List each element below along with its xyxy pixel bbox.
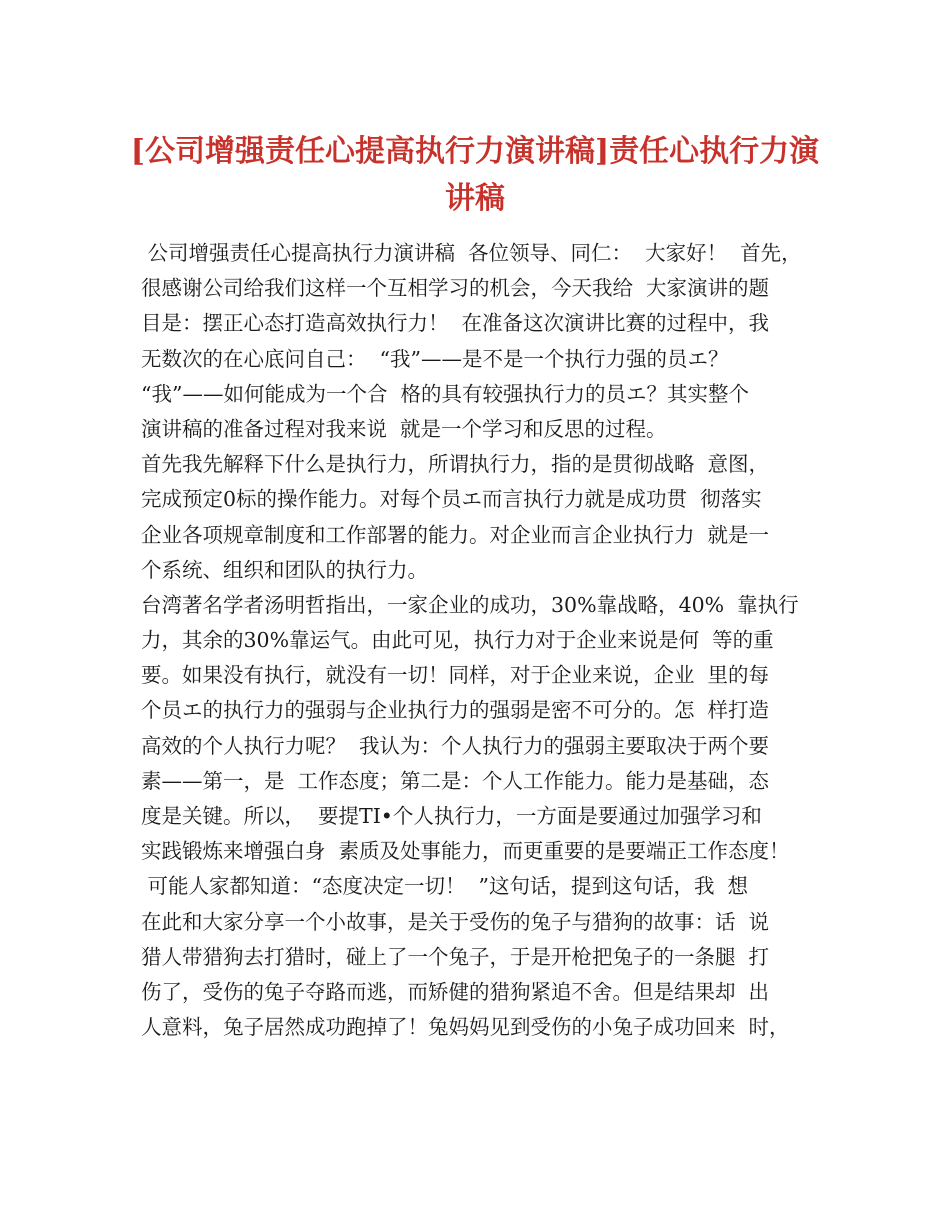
body-line: “我”——如何能成为一个合 格的具有较强执行力的员エ？其实整个 <box>141 381 749 406</box>
body-line: 首先我先解释下什么是执行力，所谓执行力，指的是贯彻战略 意图， <box>141 452 770 477</box>
document-body <box>141 236 841 1045</box>
body-line: 完成预定0标的操作能力。对每个员エ而言执行力就是成功贯 彻落实 <box>141 487 762 512</box>
document-title <box>0 128 950 222</box>
body-line: 可能人家都知道：“态度决定一切！ ”这句话，提到这句话，我 想 <box>141 874 749 899</box>
title-line: [公司增强责任心提高执行力演讲稿]责任心执行力演 <box>130 134 820 169</box>
body-line: 演讲稿的准备过程对我来说 就是一个学习和反思的过程。 <box>141 416 667 441</box>
body-line: 很感谢公司给我们这样一个互相学习的机会，今天我给 大家演讲的题 <box>141 276 770 301</box>
body-line: 力，其余的30%靠运气。由此可见，执行力对于企业来说是何 等的重 <box>141 628 774 653</box>
body-line: 公司增强责任心提高执行力演讲稿 各位领导、同仁： 大家好！ 首先， <box>141 241 802 265</box>
body-line: 企业各项规章制度和工作部署的能力。对企业而言企业执行力 就是一 <box>141 522 770 547</box>
body-line: 要。如果没有执行，就没有一切！同样，对于企业来说，企业 里的每 <box>141 663 770 688</box>
body-line: 个系统、组织和团队的执行力。 <box>141 557 428 582</box>
body-line: 个员エ的执行力的强弱与企业执行力的强弱是密不可分的。怎 样打造 <box>141 698 770 723</box>
body-line: 猎人带猎狗去打猎时，碰上了一个兔子，于是开枪把兔子的一条腿 打 <box>141 944 770 969</box>
body-line: 在此和大家分享一个小故事，是关于受伤的兔子与猎狗的故事：话 说 <box>141 909 770 934</box>
body-line: 人意料，兔子居然成功跑掉了！兔妈妈见到受伤的小兔子成功回来 时， <box>141 1015 790 1040</box>
body-line: 度是关键。所以， 要提TI•个人执行力，一方面是要通过加强学习和 <box>141 804 762 828</box>
body-line: 无数次的在心底问自己： “我”——是不是一个执行力强的员エ？ <box>141 346 729 371</box>
body-line: 伤了，受伤的兔子夺路而逃，而矫健的猎狗紧追不舍。但是结果却 出 <box>141 979 770 1004</box>
body-line: 台湾著名学者汤明哲指出，一家企业的成功，30%靠战略，40% 靠执行 <box>141 592 799 617</box>
body-line: 目是：摆正心态打造高效执行力！ 在准备这次演讲比赛的过程中，我 <box>141 311 770 336</box>
title-line: 讲稿 <box>445 181 505 216</box>
body-line: 素——第一，是 工作态度；第二是：个人工作能力。能力是基础，态 <box>141 768 770 793</box>
body-line: 实践锻炼来增强白身 素质及处事能力，而更重要的是要端正工作态度！ <box>141 839 790 864</box>
body-line: 高效的个人执行力呢？ 我认为：个人执行力的强弱主要取决于两个要 <box>141 733 770 758</box>
